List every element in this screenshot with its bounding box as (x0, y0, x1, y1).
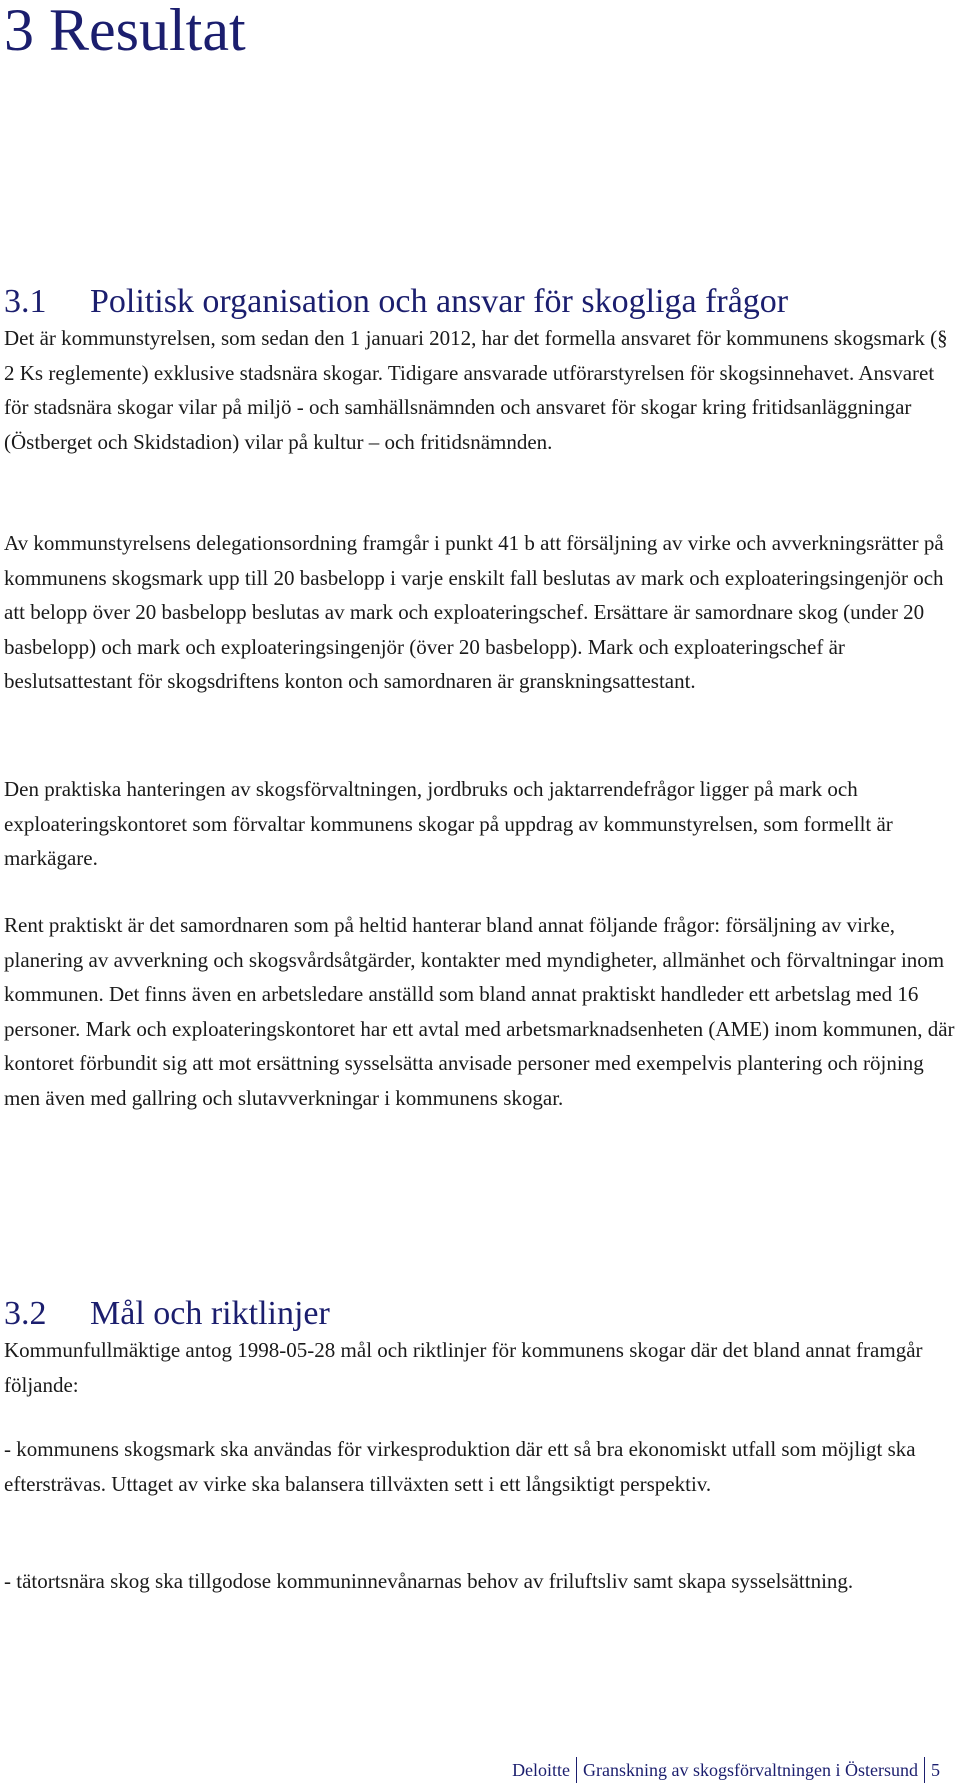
page-footer (512, 1755, 940, 1785)
paragraph: Den praktiska hanteringen av skogsförvaltningen, jordbruks och jaktarrendefrågor ligger på mark och exploateringskontoret som förvaltar kommunens skogar på uppdrag av kommunstyrelsen, som formellt är markägare. (4, 777, 893, 870)
footer-page-number: 5 (931, 1759, 940, 1780)
paragraph: Rent praktiskt är det samordnaren som på heltid hanterar bland annat följande frågor: försäljning av virke, planering av avverkning och skogsvårdsåtgärder, kontakter med myndigheter, allmänhet och förvaltningar inom kommunen. Det finns även en arbetsledare anställd som bland annat praktiskt handleder ett arbetslag med 16 personer. Mark och exploateringskontoret har ett avtal med arbetsmarknadsenheten (AME) inom kommunen, där kontoret förbundit sig att mot ersättning sysselsätta anvisade personer med exempelvis plantering och röjning men även med gallring och slutavverkningar i kommunens skogar. (4, 913, 955, 1110)
paragraph: Av kommunstyrelsens delegationsordning framgår i punkt 41 b att försäljning av virke och avverkningsrätter på kommunens skogsmark upp till 20 basbelopp i varje enskilt fall beslutas av mark och exploateringsingenjör och att belopp över 20 basbelopp beslutas av mark och exploateringschef. Ersättare är samordnare skog (under 20 basbelopp) och mark och exploateringsingenjör (över 20 basbelopp). Mark och exploateringschef är beslutsattestant för skogsdriftens konton och samordnaren är granskningsattestant. (4, 531, 944, 693)
section-number: 3.1 (4, 283, 47, 320)
footer-divider (924, 1757, 925, 1783)
section-title: Mål och riktlinjer (90, 1295, 330, 1332)
footer-divider (576, 1757, 577, 1783)
paragraph: Kommunfullmäktige antog 1998-05-28 mål och riktlinjer för kommunens skogar där det bland annat framgår följande: (4, 1338, 923, 1397)
section-heading-3-1 (4, 282, 788, 322)
list-item: - kommunens skogsmark ska användas för virkesproduktion där ett så bra ekonomiskt utfall som möjligt ska eftersträvas. Uttaget av virke ska balansera tillväxten sett i ett långsiktigt perspektiv. (4, 1437, 916, 1496)
section-title: Politisk organisation och ansvar för skogliga frågor (90, 283, 789, 320)
footer-company: Deloitte (512, 1759, 571, 1780)
chapter-title: 3 Resultat (4, 0, 246, 63)
section-number: 3.2 (4, 1295, 47, 1332)
section-heading-3-2 (4, 1294, 330, 1334)
footer-report-title: Granskning av skogsförvaltningen i Östersund (583, 1759, 918, 1780)
list-item: - tätortsnära skog ska tillgodose kommuninnevånarnas behov av friluftsliv samt skapa sysselsättning. (4, 1569, 854, 1593)
paragraph: Det är kommunstyrelsen, som sedan den 1 januari 2012, har det formella ansvaret för kommunens skogsmark (§ 2 Ks reglemente) exklusive stadsnära skogar. Tidigare ansvarade utförarstyrelsen för skogsinnehavet. Ansvaret för stadsnära skogar vilar på miljö - och samhällsnämnden och ansvaret för skogar kring fritidsanläggningar (Östberget och Skidstadion) vilar på kultur – och fritidsnämnden. (4, 326, 948, 454)
